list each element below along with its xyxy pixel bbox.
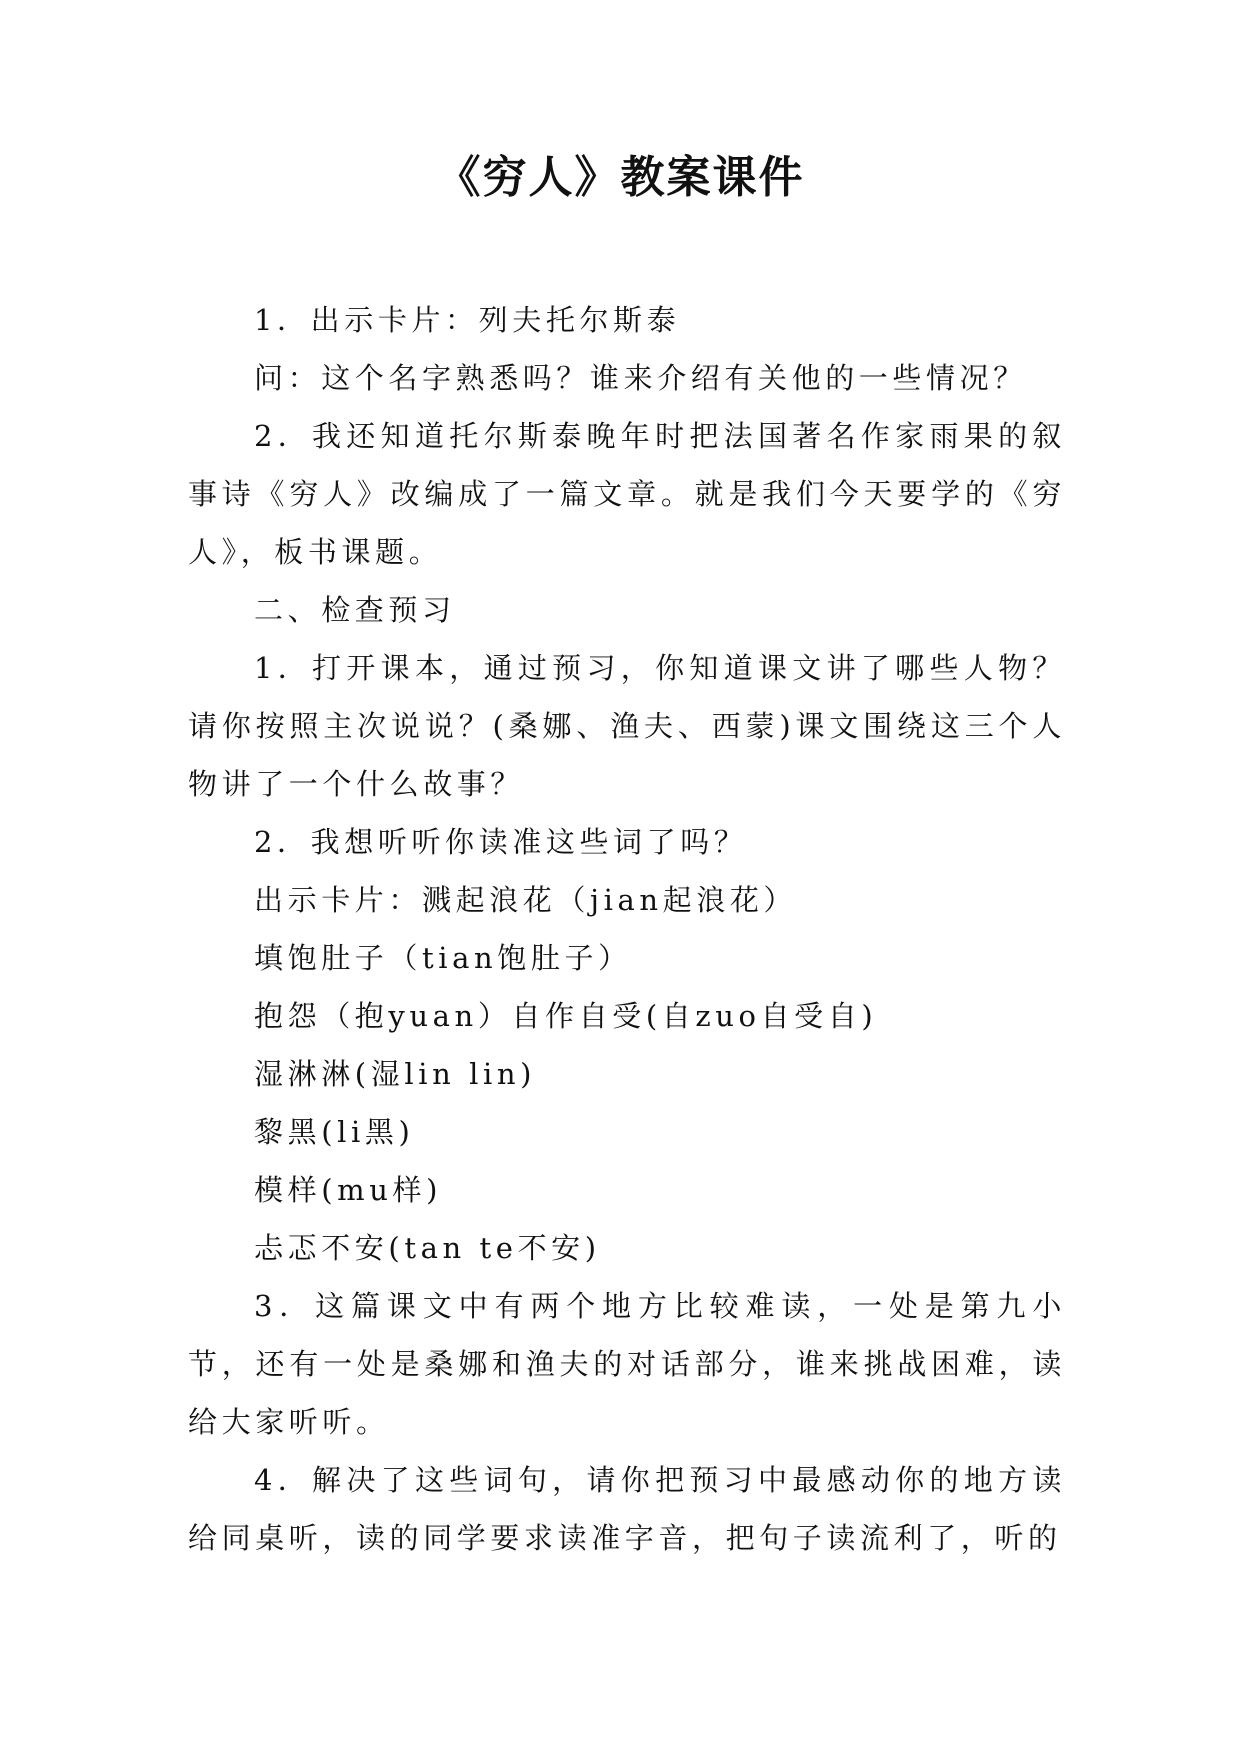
- vocabulary-line: 黎黑(li黑): [254, 1115, 415, 1149]
- vocabulary-line: 出示卡片：溅起浪花（jian起浪花）: [254, 883, 798, 917]
- section-heading: 二、检查预习: [254, 593, 456, 627]
- vocabulary-line: 模样(mu样): [254, 1173, 443, 1207]
- paragraph: 3．这篇课文中有两个地方比较难读，一处是第九小节，还有一处是桑娜和渔夫的对话部分，谁来挑战困难，读给大家听听。: [188, 1289, 1066, 1439]
- paragraph: 1．出示卡片：列夫托尔斯泰: [254, 303, 681, 337]
- paragraph: 问：这个名字熟悉吗？谁来介绍有关他的一些情况？: [254, 361, 1027, 395]
- vocabulary-line: 填饱肚子（tian饱肚子）: [254, 941, 632, 975]
- paragraph: 2．我想听听你读准这些词了吗？: [254, 825, 748, 859]
- document-body: [188, 291, 1066, 1567]
- paragraph: 1．打开课本，通过预习，你知道课文讲了哪些人物？请你按照主次说说？(桑娜、渔夫、西蒙)课文围绕这三个人物讲了一个什么故事？: [188, 651, 1066, 801]
- paragraph: 2．我还知道托尔斯泰晚年时把法国著名作家雨果的叙事诗《穷人》改编成了一篇文章。就是我们今天要学的《穷人》，板书课题。: [188, 419, 1066, 569]
- vocabulary-line: 忐忑不安(tan te不安): [254, 1231, 601, 1265]
- document-title: 《穷人》教案课件: [436, 152, 805, 203]
- vocabulary-line: 抱怨（抱yuan）自作自受(自zuo自受自): [254, 999, 878, 1033]
- paragraph: 4．解决了这些词句，请你把预习中最感动你的地方读给同桌听，读的同学要求读准字音，把句子读流利了，听的: [188, 1463, 1066, 1555]
- vocabulary-line: 湿淋淋(湿lin lin): [254, 1057, 537, 1091]
